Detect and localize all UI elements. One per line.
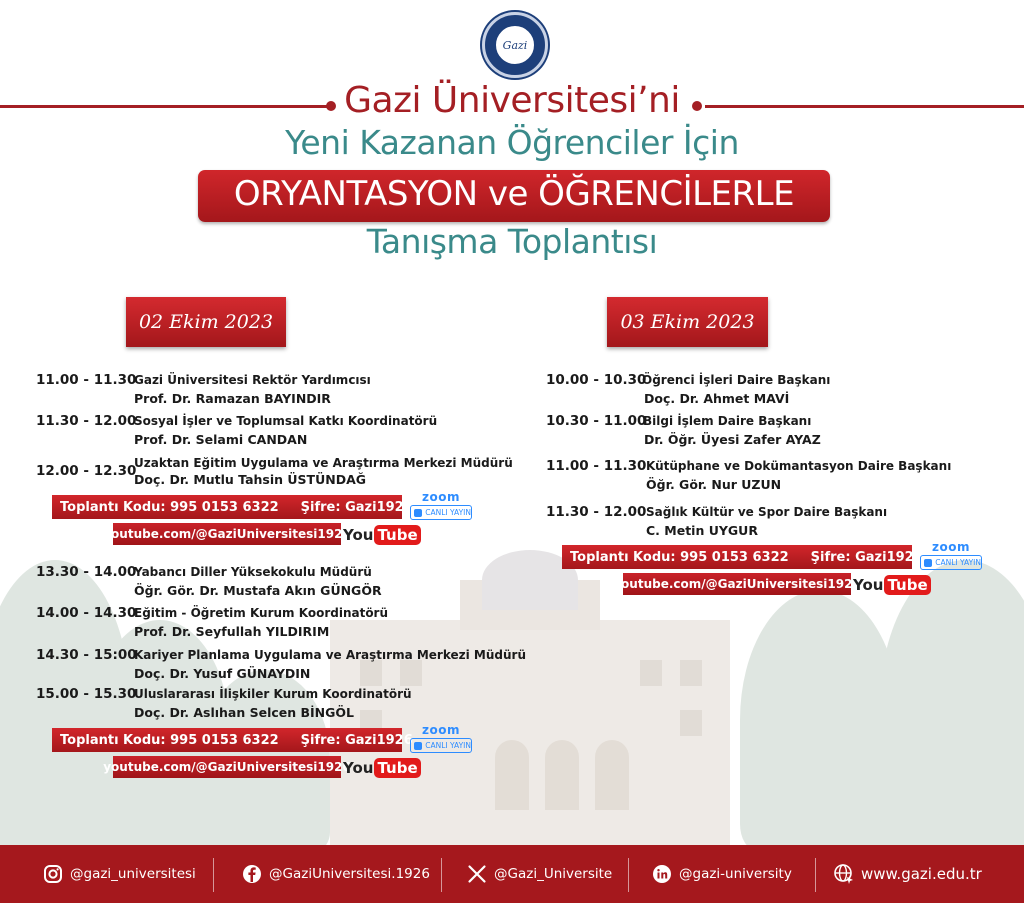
session-time: 12.00 - 12.30 [36, 463, 137, 479]
title-university: Gazi Üniversitesi’ni [344, 80, 680, 121]
zoom-live-label: CANLI YAYIN [425, 508, 471, 517]
zoom-logo-text: zoom [422, 490, 460, 504]
youtube-logo-icon: You Tube [853, 573, 931, 597]
session-time: 13.30 - 14.00 [36, 564, 137, 580]
session-role: Gazi Üniversitesi Rektör Yardımcısı [134, 373, 371, 387]
meeting-info-bar-day1-a [52, 495, 413, 519]
session-time: 14.30 - 15:00 [36, 647, 137, 663]
session-role: Sağlık Kültür ve Spor Daire Başkanı [646, 505, 888, 519]
session-time: 11.00 - 11.30 [36, 372, 137, 388]
meeting-password: Şifre: Gazi1926 [810, 549, 923, 565]
meeting-info-bar-day2 [562, 545, 923, 569]
session-role: Uluslararası İlişkiler Kurum Koordinatörü [134, 687, 412, 701]
zoom-live-label: CANLI YAYIN [425, 741, 471, 750]
camera-icon [414, 509, 422, 517]
youtube-logo-icon: You Tube [343, 523, 421, 547]
meeting-password: Şifre: Gazi1926 [300, 732, 413, 748]
camera-icon [414, 742, 422, 750]
zoom-live-badge[interactable] [920, 540, 982, 574]
zoom-live-badge[interactable] [410, 723, 472, 757]
session-speaker: Prof. Dr. Seyfullah YILDIRIM [134, 624, 330, 639]
zoom-live-badge[interactable] [410, 490, 472, 524]
footer-divider [815, 858, 816, 892]
meeting-code: Toplantı Kodu: 995 0153 6322 [570, 549, 789, 565]
session-role: Kütüphane ve Dokümantasyon Daire Başkanı [646, 459, 952, 473]
footer-linkedin[interactable] [651, 845, 792, 903]
session-role: Kariyer Planlama Uygulama ve Araştırma Merkezi Müdürü [134, 648, 526, 662]
session-speaker: Prof. Dr. Selami CANDAN [134, 432, 308, 447]
website-url: www.gazi.edu.tr [861, 865, 982, 883]
session-speaker: Doç. Dr. Yusuf GÜNAYDIN [134, 666, 311, 681]
date-badge-day2: 03 Ekim 2023 [607, 297, 768, 347]
session-time: 11.30 - 12.00 [546, 504, 647, 520]
zoom-live-label: CANLI YAYIN [935, 558, 981, 567]
session-time: 10.30 - 11.00 [546, 413, 647, 429]
linkedin-icon [651, 863, 673, 885]
x-twitter-icon [466, 863, 488, 885]
date-badge-day1: 02 Ekim 2023 [126, 297, 286, 347]
session-role: Uzaktan Eğitim Uygulama ve Araştırma Merkezi Müdürü [134, 456, 513, 470]
session-speaker: Öğr. Gör. Nur UZUN [646, 477, 782, 492]
seal-center: Gazi [495, 25, 535, 65]
instagram-handle: @gazi_universitesi [70, 866, 196, 882]
instagram-icon [42, 863, 64, 885]
session-speaker: Doç. Dr. Ahmet MAVİ [644, 391, 790, 406]
youtube-link-day1-a[interactable]: youtube.com/@GaziUniversitesi1926 [113, 523, 341, 545]
footer-instagram[interactable] [42, 845, 196, 903]
session-speaker: Doç. Dr. Mutlu Tahsin ÜSTÜNDAĞ [134, 472, 367, 487]
youtube-logo-icon: You Tube [343, 756, 421, 780]
title-subtitle: Yeni Kazanan Öğrenciler İçin [285, 123, 739, 162]
session-role: Bilgi İşlem Daire Başkanı [643, 414, 812, 428]
facebook-icon [241, 863, 263, 885]
footer-website[interactable] [833, 845, 982, 903]
session-speaker: Prof. Dr. Ramazan BAYINDIR [134, 391, 331, 406]
globe-cursor-icon [833, 863, 855, 885]
footer-divider [441, 858, 442, 892]
footer-divider [628, 858, 629, 892]
session-speaker: Doç. Dr. Aslıhan Selcen BİNGÖL [134, 705, 354, 720]
session-speaker: C. Metin UYGUR [646, 523, 758, 538]
meeting-code: Toplantı Kodu: 995 0153 6322 [60, 732, 279, 748]
x-handle: @Gazi_Universite [494, 866, 613, 882]
facebook-handle: @GaziUniversitesi.1926 [269, 866, 430, 882]
meeting-info-bar-day1-b [52, 728, 413, 752]
linkedin-handle: @gazi-university [679, 866, 792, 882]
title-orientation: ORYANTASYON ve ÖĞRENCİLERLE [233, 174, 795, 214]
session-role: Öğrenci İşleri Daire Başkanı [642, 373, 831, 387]
session-time: 14.00 - 14.30 [36, 605, 137, 621]
session-time: 11.00 - 11.30 [546, 458, 647, 474]
session-role: Yabancı Diller Yüksekokulu Müdürü [134, 565, 372, 579]
meeting-password: Şifre: Gazi1926 [300, 499, 413, 515]
university-seal-logo [482, 12, 548, 78]
session-speaker: Dr. Öğr. Üyesi Zafer AYAZ [644, 432, 821, 447]
camera-icon [924, 559, 932, 567]
meeting-code: Toplantı Kodu: 995 0153 6322 [60, 499, 279, 515]
session-speaker: Öğr. Gör. Dr. Mustafa Akın GÜNGÖR [134, 583, 382, 598]
footer-divider [213, 858, 214, 892]
footer-facebook[interactable] [241, 845, 430, 903]
session-time: 15.00 - 15.30 [36, 686, 137, 702]
title-meeting: Tanışma Toplantısı [366, 222, 658, 261]
zoom-logo-text: zoom [932, 540, 970, 554]
session-role: Sosyal İşler ve Toplumsal Katkı Koordinatörü [134, 414, 438, 428]
youtube-link-day2[interactable]: youtube.com/@GaziUniversitesi1926 [623, 573, 851, 595]
session-time: 10.00 - 10.30 [546, 372, 647, 388]
session-role: Eğitim - Öğretim Kurum Koordinatörü [134, 606, 389, 620]
session-time: 11.30 - 12.00 [36, 413, 137, 429]
zoom-logo-text: zoom [422, 723, 460, 737]
youtube-link-day1-b[interactable]: youtube.com/@GaziUniversitesi1926 [113, 756, 341, 778]
footer-x[interactable] [466, 845, 612, 903]
